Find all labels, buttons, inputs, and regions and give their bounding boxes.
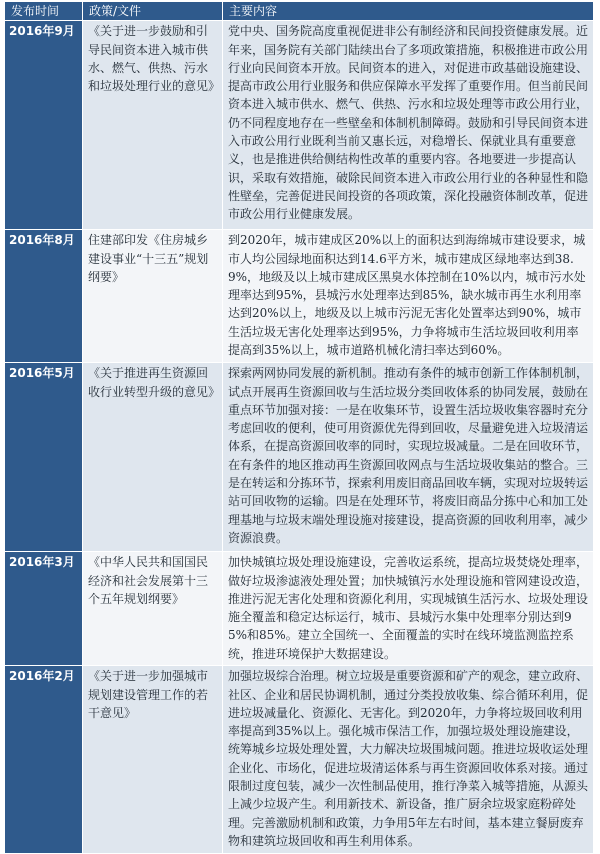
- table-row: [5, 363, 594, 552]
- row-policy: 《关于推进再生资源回收行业转型升级的意见》: [83, 363, 223, 552]
- row-date: 2016年2月: [5, 666, 83, 854]
- header-date: 发布时间: [5, 2, 83, 21]
- row-date: 2016年3月: [5, 552, 83, 666]
- row-content: 探索两网协同发展的新机制。推动有条件的城市创新工作体制机制，试点开展再生资源回收与生活垃圾分类回收体系的协同发展，鼓励在重点环节加强对接：一是在收集环节，设置生活垃圾收集容器时充分考虑回收的便利，使可用资源优先得到回收，尽量避免进入垃圾清运体系，在提高资源回收率的同时，实现垃圾减量。二是在回收环节，在有条件的地区推动再生资源回收网点与生活垃圾收集站的整合。三是在转运和分拣环节，探索利用废旧商品回收车辆，实现对垃圾转运站可回收物的运输。四是在处理环节，将废旧商品分拣中心和加工处理基地与垃圾末端处理设施对接建设，提高资源的回收利用率，减少资源浪费。: [223, 363, 594, 552]
- table-row: [5, 21, 594, 230]
- row-content: 加强垃圾综合治理。树立垃圾是重要资源和矿产的观念，建立政府、社区、企业和居民协调机制，通过分类投放收集、综合循环利用，促进垃圾减量化、资源化、无害化。到2020年，力争将垃圾回收利用率提高到35%以上。强化城市保洁工作，加强垃圾处理设施建设，统筹城乡垃圾处理处置，大力解决垃圾围城问题。推进垃圾收运处理企业化、市场化，促进垃圾清运体系与再生资源回收体系对接。通过限制过度包装，减少一次性制品使用，推行净菜入城等措施，从源头上减少垃圾产生。利用新技术、新设备，推广厨余垃圾家庭粉碎处理。完善激励机制和政策，力争用5年左右时间，基本建立餐厨废弃物和建筑垃圾回收和再生利用体系。: [223, 666, 594, 854]
- policy-table: [4, 1, 594, 854]
- row-date: 2016年9月: [5, 21, 83, 230]
- row-policy: 《中华人民共和国国民经济和社会发展第十三个五年规划纲要》: [83, 552, 223, 666]
- header-content: 主要内容: [223, 2, 594, 21]
- header-policy: 政策/文件: [83, 2, 223, 21]
- row-policy: 《关于进一步加强城市规划建设管理工作的若干意见》: [83, 666, 223, 854]
- row-content: 加快城镇垃圾处理设施建设，完善收运系统，提高垃圾焚烧处理率，做好垃圾渗滤液处理处置；加快城镇污水处理设施和管网建设改造，推进污泥无害化处理和资源化利用，实现城镇生活污水、垃圾处理设施全覆盖和稳定达标运行，城市、县城污水集中处理率分别达到95%和85%。建立全国统一、全面覆盖的实时在线环境监测监控系统，推进环境保护大数据建设。: [223, 552, 594, 666]
- row-date: 2016年8月: [5, 230, 83, 363]
- row-policy: 《关于进一步鼓励和引导民间资本进入城市供水、燃气、供热、污水和垃圾处理行业的意见》: [83, 21, 223, 230]
- row-content: 到2020年，城市建成区20%以上的面积达到海绵城市建设要求，城市人均公园绿地面积达到14.6平方米，城市建成区绿地率达到38.9%，地级及以上城市建成区黑臭水体控制在10%以内，城市污水处理率达到95%，县城污水处理率达到85%，缺水城市再生水利用率达到20%以上，地级及以上城市污泥无害化处置率达到90%，城市生活垃圾无害化处理率达到95%，力争将城市生活垃圾回收利用率提高到35%以上，城市道路机械化清扫率达到60%。: [223, 230, 594, 363]
- row-policy: 住建部印发《住房城乡建设事业“十三五”规划纲要》: [83, 230, 223, 363]
- table-row: [5, 230, 594, 363]
- table-row: [5, 552, 594, 666]
- row-date: 2016年5月: [5, 363, 83, 552]
- table-header-row: [5, 2, 594, 21]
- row-content: 党中央、国务院高度重视促进非公有制经济和民间投资健康发展。近年来，国务院有关部门陆续出台了多项政策措施，积极推进市政公用行业向民间资本开放。民间资本的进入，对促进市政基础设施建设、提高市政公用行业服务和供应保障水平发挥了重要作用。但当前民间资本进入城市供水、燃气、供热、污水和垃圾处理等市政公用行业，仍不同程度地存在一些壁垒和体制机制障碍。鼓励和引导民间资本进入市政公用行业既利当前又惠长远，对稳增长、保就业具有重要意义，也是推进供给侧结构性改革的重要内容。各地要进一步提高认识，采取有效措施，破除民间资本进入市政公用行业的各种显性和隐性壁垒，完善促进民间投资的各项政策，深化投融资体制改革，促进市政公用行业健康发展。: [223, 21, 594, 230]
- table-row: [5, 666, 594, 854]
